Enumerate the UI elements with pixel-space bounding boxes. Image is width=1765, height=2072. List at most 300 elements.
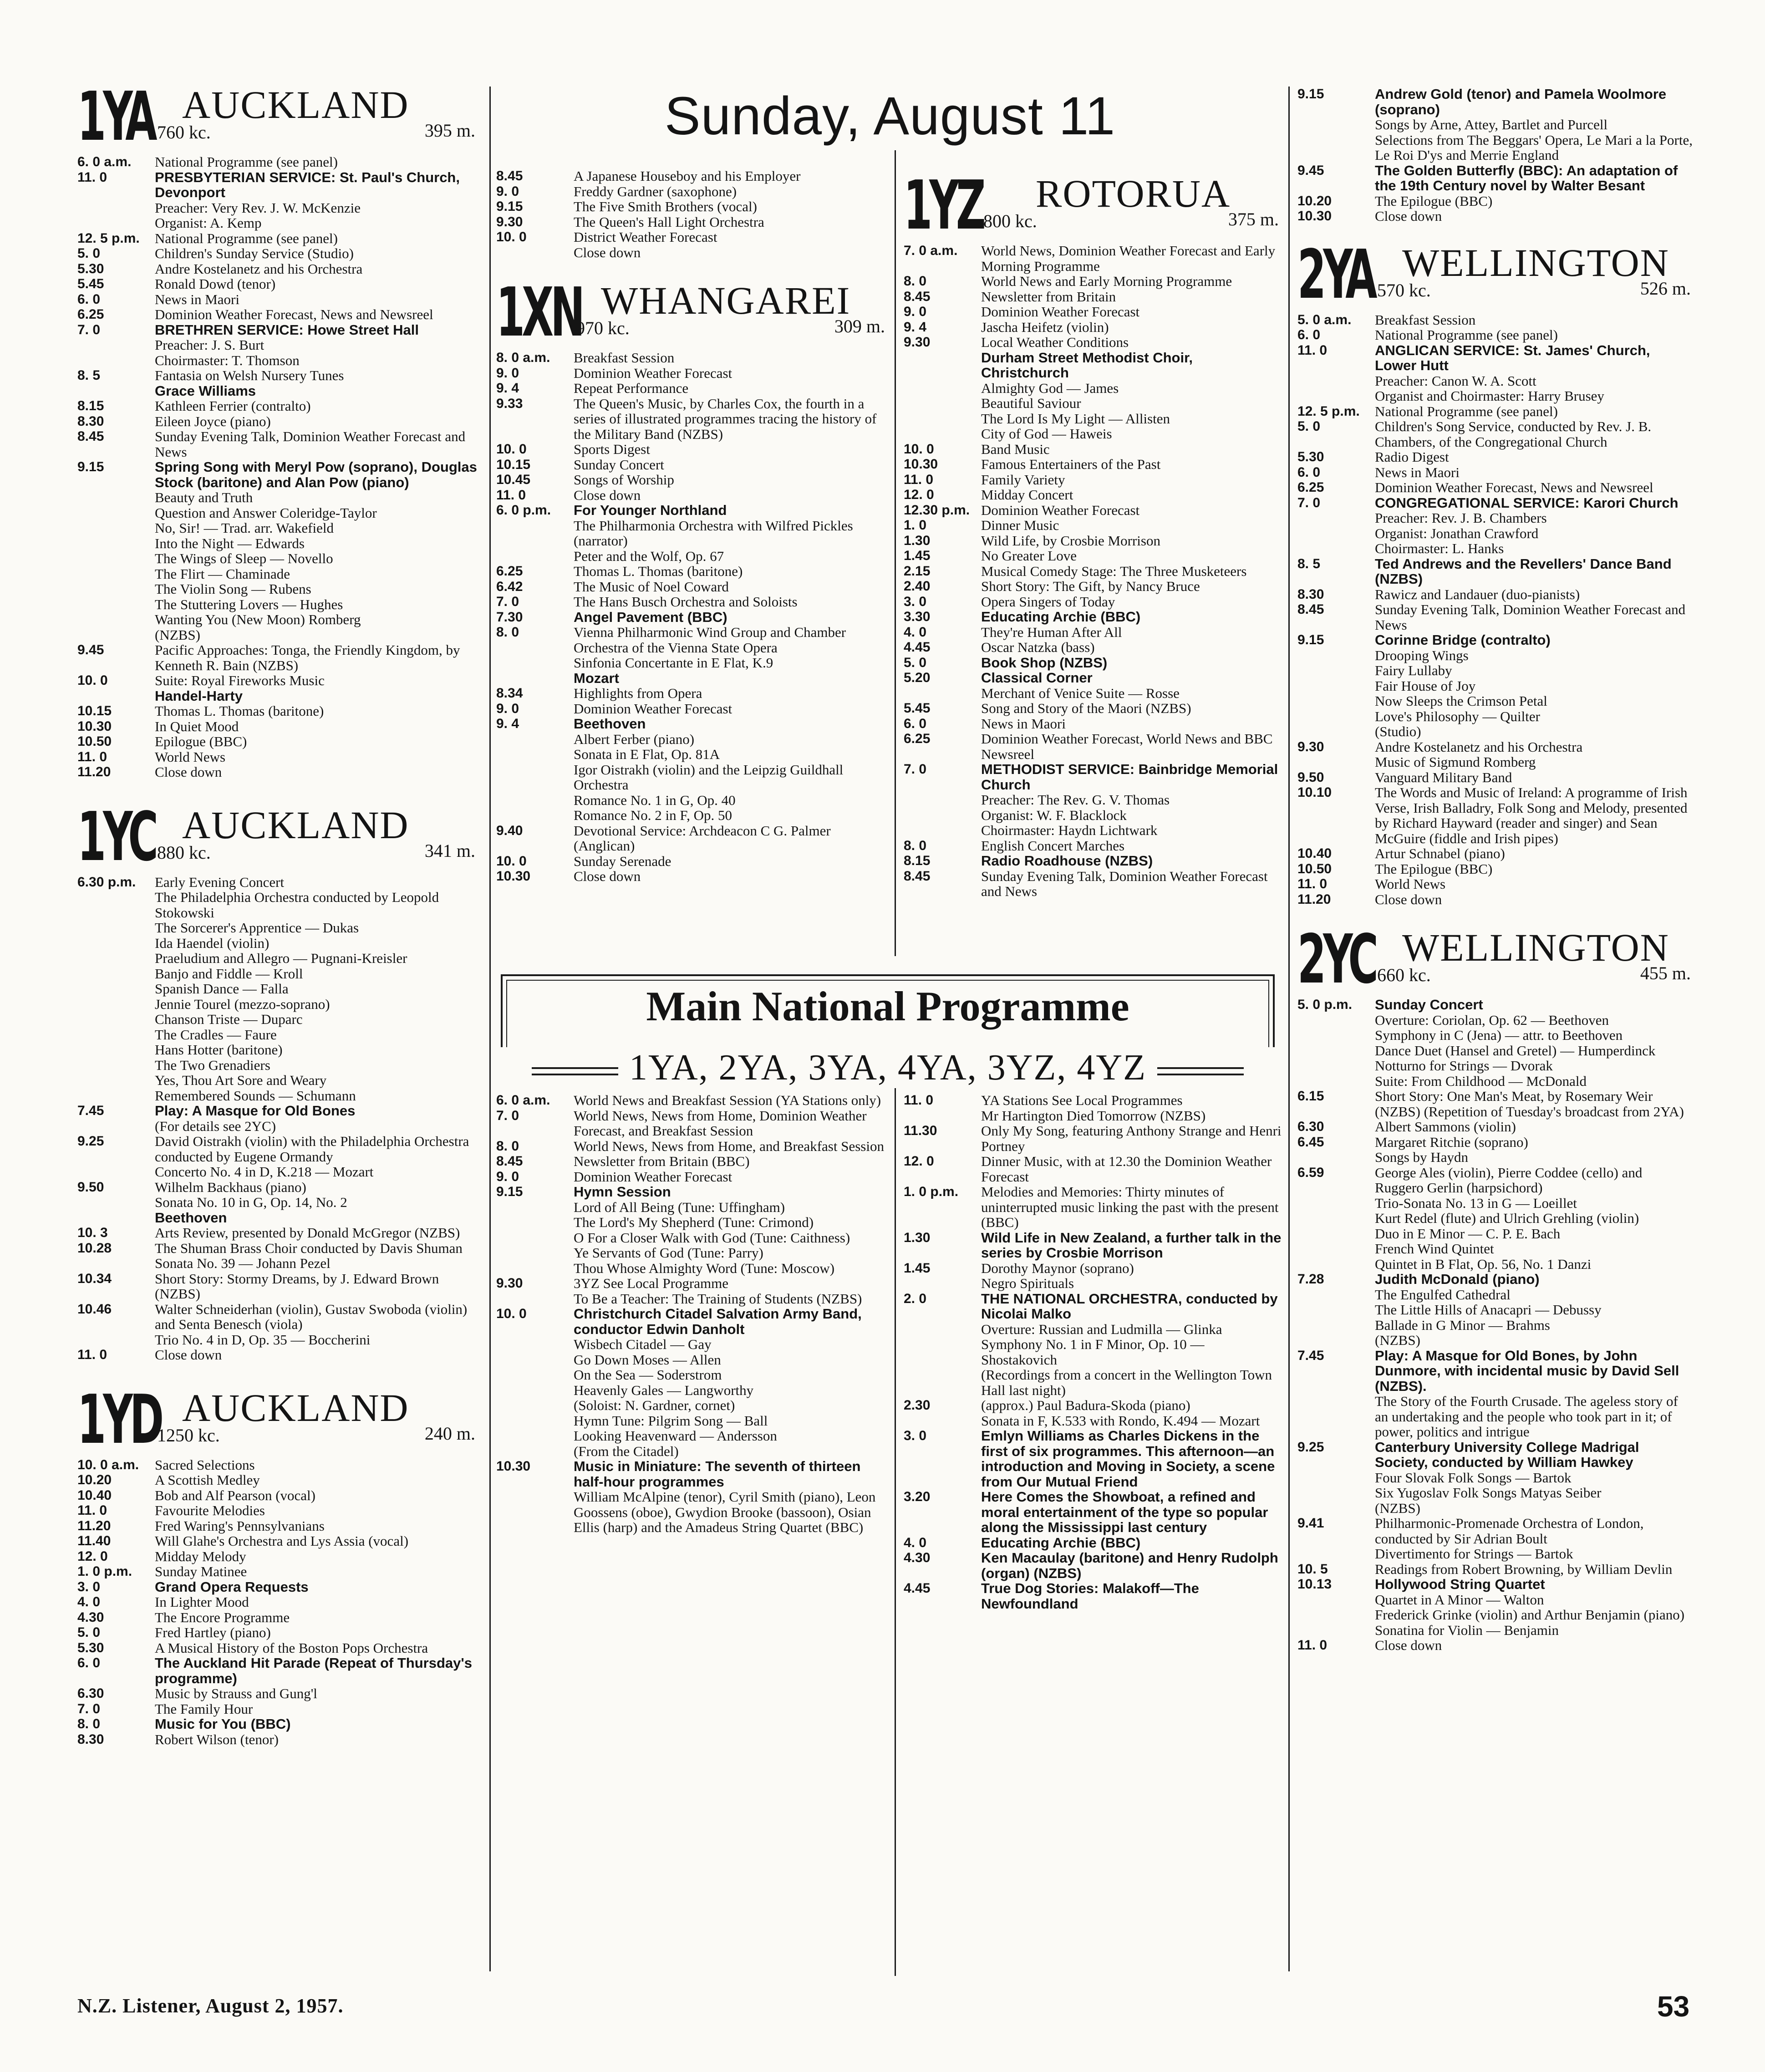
entry-time: 3. 0	[904, 1428, 927, 1443]
entry-line: Albert Ferber (piano)	[574, 731, 695, 747]
schedule-entry	[1297, 465, 1694, 480]
entry-line: Close down	[155, 764, 222, 780]
schedule-entry	[77, 246, 478, 261]
entry-line: Educating Archie (BBC)	[981, 609, 1141, 625]
main-national-title: Main National Programme	[646, 983, 1129, 1029]
entry-line: Canterbury University College Madrigal Society, conducted by William Hawkey	[1375, 1439, 1639, 1470]
schedule-entry	[1297, 1272, 1694, 1348]
entry-time: 12. 5 p.m.	[1297, 403, 1360, 419]
entry-line: Band Music	[981, 441, 1050, 457]
entry-line: Eileen Joyce (piano)	[155, 413, 271, 429]
schedule-entry	[904, 1489, 1282, 1535]
schedule-entry	[77, 1625, 478, 1640]
schedule-entry	[1297, 1119, 1694, 1135]
entry-line: World News and Breakfast Session (YA Stations only)	[574, 1092, 881, 1108]
station-city: WELLINGTON	[1402, 240, 1669, 285]
schedule-entry	[77, 1134, 478, 1180]
entry-line: Close down	[1375, 208, 1442, 224]
schedule-entry	[77, 1533, 478, 1549]
entry-time: 6.30 p.m.	[77, 874, 136, 890]
schedule-entry	[1297, 1089, 1694, 1119]
entry-line: Romance No. 1 in G, Op. 40	[574, 792, 736, 808]
entry-line: Andre Kostelanetz and his Orchestra	[155, 260, 363, 277]
entry-line: Preacher: Canon W. A. Scott	[1375, 372, 1536, 389]
entry-time: 10.30	[496, 1459, 531, 1474]
entry-line: Sports Digest	[574, 441, 650, 457]
entry-line: ANGLICAN SERVICE: St. James' Church, Lower Hutt	[1375, 342, 1650, 373]
entry-line: (NZBS)	[1375, 1332, 1420, 1348]
station-frequency: 570 kc.	[1377, 280, 1431, 300]
entry-time: 11.20	[77, 1518, 111, 1533]
entry-line: Only My Song, featuring Anthony Strange and Henri Portney	[981, 1123, 1282, 1154]
schedule-entry	[1297, 739, 1694, 770]
schedule-entry	[1297, 556, 1694, 587]
station-frequency: 880 kc.	[157, 842, 211, 863]
entry-line: (NZBS)	[1375, 1500, 1420, 1516]
entry-line: The Flirt — Chaminade	[155, 565, 290, 582]
entry-line: Chanson Triste — Duparc	[155, 1011, 303, 1027]
entry-line: Organist: Jonathan Crawford	[1375, 525, 1539, 541]
schedule-entry	[904, 548, 1282, 564]
entry-line: Wisbech Citadel — Gay	[574, 1336, 712, 1352]
entry-line: Here Comes the Showboat, a refined and moral entertainment of the type so popular along the Mississippi last century	[981, 1489, 1268, 1535]
schedule-entry	[1297, 1165, 1694, 1272]
entry-time: 11. 0	[496, 487, 526, 503]
entry-line: Ken Macaulay (baritone) and Henry Rudolph (organ) (NZBS)	[981, 1550, 1278, 1581]
entry-time: 8.30	[77, 413, 104, 429]
entry-time: 5.30	[77, 1640, 104, 1655]
schedule-entry	[77, 642, 478, 673]
entry-time: 9.25	[1297, 1439, 1324, 1455]
station-call-sign: 1XN	[496, 273, 582, 351]
entry-line: Readings from Robert Browning, by William Devlin	[1375, 1561, 1673, 1577]
schedule-entry	[904, 304, 1282, 320]
schedule-entry	[77, 1732, 478, 1747]
schedule-entry	[496, 1276, 888, 1306]
entry-line: Concerto No. 4 in D, K.218 — Mozart	[155, 1164, 374, 1180]
entry-line: Music for You (BBC)	[155, 1716, 291, 1732]
entry-line: National Programme (see panel)	[155, 230, 338, 246]
entry-line: Newsletter from Britain (BBC)	[574, 1153, 750, 1169]
entry-line: Into the Night — Edwards	[155, 535, 305, 551]
entry-line: The Story of the Fourth Crusade. The ageless story of an undertaking and the people who took part in it; of power, politics and intrigue	[1375, 1393, 1678, 1440]
schedule-entry	[904, 579, 1282, 594]
schedule-entry	[1297, 997, 1694, 1089]
entry-line: Judith McDonald (piano)	[1375, 1271, 1540, 1287]
entry-time: 8. 0	[496, 1138, 519, 1154]
station-call-sign: 2YA	[1297, 235, 1374, 314]
entry-line: Suite: From Childhood — McDonald	[1375, 1073, 1587, 1089]
entry-line: Andre Kostelanetz and his Orchestra	[1375, 738, 1583, 755]
entry-line: The Epilogue (BBC)	[1375, 193, 1493, 209]
schedule-entry	[496, 442, 888, 457]
entry-time: 8. 0 a.m.	[496, 350, 550, 365]
entry-line: Early Evening Concert	[155, 874, 285, 890]
entry-time: 11.30	[904, 1123, 937, 1138]
schedule-entry	[77, 1103, 478, 1134]
schedule-entry	[1297, 876, 1694, 892]
entry-line: Banjo and Fiddle — Kroll	[155, 965, 303, 982]
entry-line: Arts Review, presented by Donald McGregor (NZBS)	[155, 1225, 460, 1241]
schedule-entry	[77, 429, 478, 459]
entry-line: Sinfonia Concertante in E Flat, K.9	[574, 655, 773, 671]
schedule-entry	[1297, 419, 1694, 449]
entry-time: 10. 0 a.m.	[77, 1457, 139, 1472]
entry-line: They're Human After All	[981, 624, 1122, 640]
entry-time: 1. 0	[904, 518, 927, 533]
entry-line: Looking Heavenward — Andersson	[574, 1428, 777, 1444]
entry-time: 8. 5	[1297, 556, 1321, 571]
schedule-entry	[77, 734, 478, 749]
entry-line: The Little Hills of Anacapri — Debussy	[1375, 1302, 1602, 1318]
entry-time: 8. 0	[496, 625, 519, 640]
entry-line: Artur Schnabel (piano)	[1375, 845, 1505, 861]
schedule-entry	[1297, 1440, 1694, 1516]
schedule-entry	[77, 1457, 478, 1473]
schedule-entry	[904, 442, 1282, 457]
entry-time: 10.40	[1297, 846, 1332, 861]
entry-time: 6. 0 a.m.	[496, 1093, 550, 1108]
entry-time: 9.15	[77, 459, 104, 474]
entry-time: 6. 0 p.m.	[496, 503, 551, 518]
entry-line: Organist: W. F. Blacklock	[981, 807, 1127, 823]
entry-time: 9.45	[77, 642, 104, 657]
schedule-entry	[904, 472, 1282, 488]
entry-line: Close down	[574, 868, 641, 884]
entry-line: The Five Smith Brothers (vocal)	[574, 199, 757, 214]
entry-time: 2.30	[904, 1398, 931, 1413]
entry-time: 6. 0	[77, 1655, 101, 1670]
entry-line: Peter and the Wolf, Op. 67	[574, 548, 724, 564]
entry-line: (Soloist: N. Gardner, cornet)	[574, 1397, 735, 1413]
entry-line: Walter Schneiderhan (violin), Gustav Swoboda (violin) and Senta Benesch (viola)	[155, 1301, 468, 1332]
entry-time: 6.25	[1297, 480, 1324, 495]
station-wavelength: 341 m.	[424, 840, 475, 861]
entry-time: 9.15	[496, 1184, 523, 1199]
entry-line: World News, Dominion Weather Forecast and Early Morning Programme	[981, 243, 1276, 274]
entry-line: (From the Citadel)	[574, 1443, 679, 1459]
schedule-entry	[904, 716, 1282, 732]
schedule-entry	[496, 869, 888, 884]
station-wavelength: 526 m.	[1640, 278, 1691, 299]
entry-time: 3.30	[904, 609, 931, 624]
entry-time: 10.50	[77, 734, 112, 749]
entry-line: To Be a Teacher: The Training of Students (NZBS)	[574, 1290, 862, 1307]
schedule-entry	[496, 366, 888, 381]
entry-time: 6.30	[77, 1686, 104, 1701]
station-frequency: 970 kc.	[576, 318, 630, 338]
entry-line: Close down	[574, 244, 641, 260]
entry-time: 10.30	[77, 718, 112, 734]
entry-time: 11. 0	[1297, 876, 1328, 891]
entry-line: Play: A Masque for Old Bones, by John Dunmore, with incidental music by David Sell (NZBS).	[1375, 1347, 1679, 1394]
entry-line: Ida Haendel (violin)	[155, 935, 270, 951]
entry-time: 8. 0	[904, 838, 927, 853]
entry-line: Handel-Harty	[155, 687, 243, 704]
schedule-entry	[1297, 892, 1694, 907]
entry-line: Ted Andrews and the Revellers' Dance Band (NZBS)	[1375, 555, 1672, 587]
entry-line: Grace Williams	[155, 382, 256, 399]
entry-line: Newsletter from Britain	[981, 288, 1116, 305]
entry-line: World News, News from Home, Dominion Weather Forecast, and Breakfast Session	[574, 1107, 867, 1139]
station-city: AUCKLAND	[182, 803, 409, 847]
schedule-entry	[496, 823, 888, 854]
entry-line: Quartet in A Minor — Walton	[1375, 1591, 1544, 1608]
entry-time: 9.30	[496, 214, 523, 229]
entry-time: 6. 0 a.m.	[77, 154, 132, 169]
entry-line: Question and Answer Coleridge-Taylor	[155, 504, 377, 521]
entry-line: The Shuman Brass Choir conducted by Davis Shuman	[155, 1240, 463, 1256]
entry-line: Symphony in C (Jena) — attr. to Beethoven	[1375, 1027, 1623, 1043]
schedule-entry	[904, 564, 1282, 579]
entry-line: The Words and Music of Ireland: A programme of Irish Verse, Irish Balladry, Folk Song and Melody, presented by Richard Hayward (reader and singer) and Sean McGuire (fiddle and Irish pipes)	[1375, 784, 1688, 846]
publication-footer: N.Z. Listener, August 2, 1957.	[77, 1995, 344, 2017]
entry-line: The Philadelphia Orchestra conducted by Leopold Stokowski	[155, 889, 439, 921]
schedule-entry	[496, 229, 888, 260]
entry-line: Classical Corner	[981, 670, 1093, 686]
ornament-right	[1157, 1067, 1244, 1075]
entry-line: English Concert Marches	[981, 837, 1125, 854]
schedule-entry	[77, 322, 478, 368]
entry-time: 9.41	[1297, 1516, 1324, 1531]
entry-line: World News, News from Home, and Breakfast Session	[574, 1138, 884, 1154]
schedule-main-right	[904, 1093, 1282, 1611]
schedule-entry	[904, 655, 1282, 671]
entry-time: 4. 0	[904, 1535, 927, 1550]
entry-line: Robert Wilson (tenor)	[155, 1731, 279, 1747]
entry-line: Close down	[155, 1347, 222, 1363]
entry-line: French Wind Quintet	[1375, 1241, 1494, 1257]
schedule-entry	[904, 1123, 1282, 1154]
entry-time: 8.45	[77, 429, 104, 444]
entry-time: 5. 0	[77, 246, 101, 261]
entry-line: Children's Song Service, conducted by Rev. J. B. Chambers, of the Congregational Church	[1375, 418, 1652, 450]
entry-line: (For details see 2YC)	[155, 1118, 276, 1134]
entry-line: Wild Life in New Zealand, a further talk in the series by Crosbie Morrison	[981, 1229, 1282, 1261]
entry-line: Short Story: Stormy Dreams, by J. Edward Brown (NZBS)	[155, 1270, 439, 1302]
main-national-inner	[506, 980, 1269, 1049]
schedule-2yc	[1297, 997, 1694, 1653]
entry-time: 1.30	[904, 1230, 931, 1245]
entry-time: 11. 0	[904, 1093, 934, 1108]
entry-time: 8.45	[904, 289, 931, 304]
entry-time: 6. 0	[1297, 464, 1321, 480]
entry-line: Choirmaster: L. Hanks	[1375, 540, 1504, 556]
entry-line: Preacher: The Rev. G. V. Thomas	[981, 792, 1170, 808]
entry-line: A Japanese Houseboy and his Employer	[574, 168, 801, 184]
entry-line: Repeat Performance	[574, 380, 689, 396]
entry-time: 1. 0 p.m.	[77, 1564, 132, 1579]
station-header-1yc	[77, 797, 478, 876]
entry-time: 4. 0	[904, 624, 927, 640]
entry-time: 8.30	[1297, 586, 1324, 602]
column-rule-1	[489, 87, 491, 1971]
entry-time: 6.59	[1297, 1165, 1324, 1180]
entry-line: Ronald Dowd (tenor)	[155, 276, 276, 292]
schedule-1yz	[904, 243, 1282, 899]
entry-line: Sacred Selections	[155, 1456, 255, 1473]
entry-line: On the Sea — Soderstrom	[574, 1367, 722, 1383]
schedule-entry	[904, 289, 1282, 305]
entry-line: The Two Grenadiers	[155, 1057, 270, 1073]
entry-line: Trio-Sonata No. 13 in G — Loeillet	[1375, 1195, 1577, 1211]
entry-line: Dominion Weather Forecast	[574, 1168, 732, 1185]
entry-line: The Cradles — Faure	[155, 1026, 277, 1043]
entry-time: 1. 0 p.m.	[904, 1184, 959, 1199]
entry-line: The Engulfed Cathedral	[1375, 1286, 1511, 1303]
entry-line: Book Shop (NZBS)	[981, 654, 1108, 671]
entry-time: 9.30	[496, 1276, 523, 1291]
schedule-entry	[1297, 1562, 1694, 1577]
entry-line: Sunday Matinee	[155, 1563, 247, 1579]
entry-line: Beethoven	[155, 1209, 227, 1226]
main-national-station-list: 1YA, 2YA, 3YA, 4YA, 3YZ, 4YZ	[629, 1048, 1146, 1088]
entry-line: In Quiet Mood	[155, 718, 239, 734]
schedule-entry	[496, 457, 888, 473]
entry-time: 12. 5 p.m.	[77, 230, 140, 246]
entry-time: 5.20	[904, 670, 931, 685]
entry-line: Kathleen Ferrier (contralto)	[155, 398, 311, 414]
entry-line: National Programme (see panel)	[1375, 327, 1558, 343]
entry-line: THE NATIONAL ORCHESTRA, conducted by Nicolai Malko	[981, 1290, 1278, 1322]
entry-line: Ye Servants of God (Tune: Parry)	[574, 1245, 763, 1261]
entry-time: 3.20	[904, 1489, 931, 1504]
schedule-entry	[496, 503, 888, 564]
station-header-2yc	[1297, 920, 1694, 998]
entry-line: (Recordings from a concert in the Wellington Town Hall last night)	[981, 1367, 1272, 1398]
schedule-entry	[77, 1302, 478, 1348]
entry-line: Sunday Concert	[574, 456, 664, 473]
entry-time: 11. 0	[77, 169, 107, 185]
entry-line: Bob and Alf Pearson (vocal)	[155, 1487, 315, 1503]
schedule-entry	[1297, 785, 1694, 846]
entry-time: 9.30	[904, 335, 931, 350]
schedule-entry	[77, 1564, 478, 1579]
station-city: ROTORUA	[1036, 172, 1231, 215]
entry-line: District Weather Forecast	[574, 229, 717, 245]
entry-line: Dominion Weather Forecast	[981, 304, 1140, 320]
entry-line: Jennie Tourel (mezzo-soprano)	[155, 996, 330, 1012]
entry-line: Durham Street Methodist Choir, Christchurch	[981, 349, 1193, 381]
schedule-entry	[496, 168, 888, 184]
schedule-entry	[1297, 327, 1694, 343]
entry-time: 7.45	[1297, 1348, 1324, 1363]
entry-time: 7. 0 a.m.	[904, 243, 958, 258]
station-wavelength: 455 m.	[1640, 963, 1691, 983]
entry-line: David Oistrakh (violin) with the Philadelphia Orchestra conducted by Eugene Ormandy	[155, 1133, 469, 1165]
main-column-rule	[895, 1061, 896, 1976]
schedule-entry	[904, 487, 1282, 503]
schedule-entry	[496, 1184, 888, 1276]
entry-time: 10.20	[77, 1472, 112, 1487]
schedule-entry	[496, 214, 888, 230]
entry-line: News in Maori	[1375, 464, 1460, 480]
station-frequency: 760 kc.	[157, 122, 211, 143]
entry-line: Dominion Weather Forecast	[574, 365, 732, 381]
entry-time: 2.40	[904, 579, 931, 594]
schedule-entry	[77, 1271, 478, 1302]
entry-line: Duo in E Minor — C. P. E. Bach	[1375, 1225, 1561, 1242]
schedule-entry	[904, 1261, 1282, 1291]
entry-line: True Dog Stories: Malakoff—The Newfoundland	[981, 1580, 1199, 1612]
entry-line: YA Stations See Local Programmes	[981, 1092, 1183, 1108]
schedule-entry	[77, 1518, 478, 1534]
schedule-entry	[496, 184, 888, 199]
entry-time: 8.45	[496, 168, 523, 183]
entry-line: PRESBYTERIAN SERVICE: St. Paul's Church, Devonport	[155, 169, 460, 200]
schedule-entry	[1297, 312, 1694, 328]
entry-line: William McAlpine (tenor), Cyril Smith (piano), Leon Goossens (oboe), Gwydion Brooke (bassoon), Osian Ellis (harp) and the Amadeus String Quartet (BBC)	[574, 1489, 876, 1535]
schedule-entry	[77, 1549, 478, 1564]
entry-line: Musical Comedy Stage: The Three Musketeers	[981, 563, 1247, 579]
entry-line: Four Slovak Folk Songs — Bartok	[1375, 1469, 1572, 1486]
entry-line: Short Story: One Man's Meat, by Rosemary Weir (NZBS) (Repetition of Tuesday's broadcast from 2YA)	[1375, 1088, 1684, 1120]
entry-time: 3. 0	[77, 1579, 101, 1594]
entry-line: Fred Waring's Pennsylvanians	[155, 1517, 325, 1534]
date-heading: Sunday, August 11	[664, 86, 1116, 146]
entry-line: The Auckland Hit Parade (Repeat of Thursday's programme)	[155, 1655, 472, 1686]
schedule-entry	[496, 686, 888, 701]
schedule-entry	[496, 564, 888, 579]
entry-line: Sunday Evening Talk, Dominion Weather Forecast and News	[981, 868, 1268, 899]
entry-line: Songs by Haydn	[1375, 1149, 1468, 1165]
entry-line: Preacher: J. S. Burt	[155, 337, 264, 353]
entry-line: News in Maori	[155, 291, 239, 307]
schedule-entry	[1297, 343, 1694, 404]
entry-line: Praeludium and Allegro — Pugnani-Kreisler	[155, 950, 407, 966]
station-header-1xn	[496, 273, 888, 351]
entry-time: 10.46	[77, 1301, 112, 1317]
entry-time: 9.25	[77, 1134, 104, 1149]
schedule-1yd	[77, 1457, 478, 1747]
entry-line: Vienna Philharmonic Wind Group and Chamber Orchestra of the Vienna State Opera	[574, 624, 846, 656]
entry-line: Mr Hartington Died Tomorrow (NZBS)	[981, 1107, 1206, 1124]
entry-time: 9. 4	[496, 381, 519, 396]
schedule-entry	[496, 716, 888, 823]
entry-time: 10.15	[77, 703, 112, 718]
entry-time: 5. 0	[1297, 419, 1321, 434]
entry-line: The Lord Is My Light — Allisten	[981, 410, 1170, 427]
entry-line: Highlights from Opera	[574, 685, 702, 701]
station-wavelength: 240 m.	[424, 1423, 475, 1444]
entry-line: Dinner Music	[981, 517, 1059, 533]
entry-line: Christchurch Citadel Salvation Army Band, conductor Edwin Danholt	[574, 1306, 862, 1337]
entry-line: Selections from The Beggars' Opera, Le Mari a la Porte, Le Roi D'ys and Merrie England	[1375, 132, 1693, 163]
entry-line: Notturno for Strings — Dvorak	[1375, 1058, 1553, 1074]
entry-line: Family Variety	[981, 471, 1065, 488]
entry-line: Andrew Gold (tenor) and Pamela Woolmore (soprano)	[1375, 86, 1667, 117]
schedule-entry	[904, 533, 1282, 549]
schedule-entry	[77, 1716, 478, 1732]
entry-line: The Wings of Sleep — Novello	[155, 550, 333, 566]
entry-line: Sonatina for Violin — Benjamin	[1375, 1622, 1559, 1638]
entry-line: Rawicz and Landauer (duo-pianists)	[1375, 586, 1580, 602]
entry-time: 9.45	[1297, 163, 1324, 178]
schedule-entry	[77, 292, 478, 307]
entry-line: Pacific Approaches: Tonga, the Friendly Kingdom, by Kenneth R. Bain (NZBS)	[155, 642, 460, 673]
entry-line: Sunday Evening Talk, Dominion Weather Forecast and News	[1375, 601, 1686, 633]
entry-time: 4. 0	[77, 1594, 101, 1609]
entry-line: Sunday Serenade	[574, 853, 671, 869]
schedule-entry	[1297, 1577, 1694, 1638]
entry-time: 10. 5	[1297, 1561, 1328, 1577]
column-3-upper	[904, 168, 1282, 899]
schedule-entry	[77, 368, 478, 398]
entry-line: Dominion Weather Forecast, News and Newsreel	[1375, 479, 1653, 495]
schedule-entry	[1297, 587, 1694, 602]
entry-time: 10. 0	[496, 442, 527, 457]
entry-line: Thou Whose Almighty Word (Tune: Moscow)	[574, 1260, 835, 1276]
